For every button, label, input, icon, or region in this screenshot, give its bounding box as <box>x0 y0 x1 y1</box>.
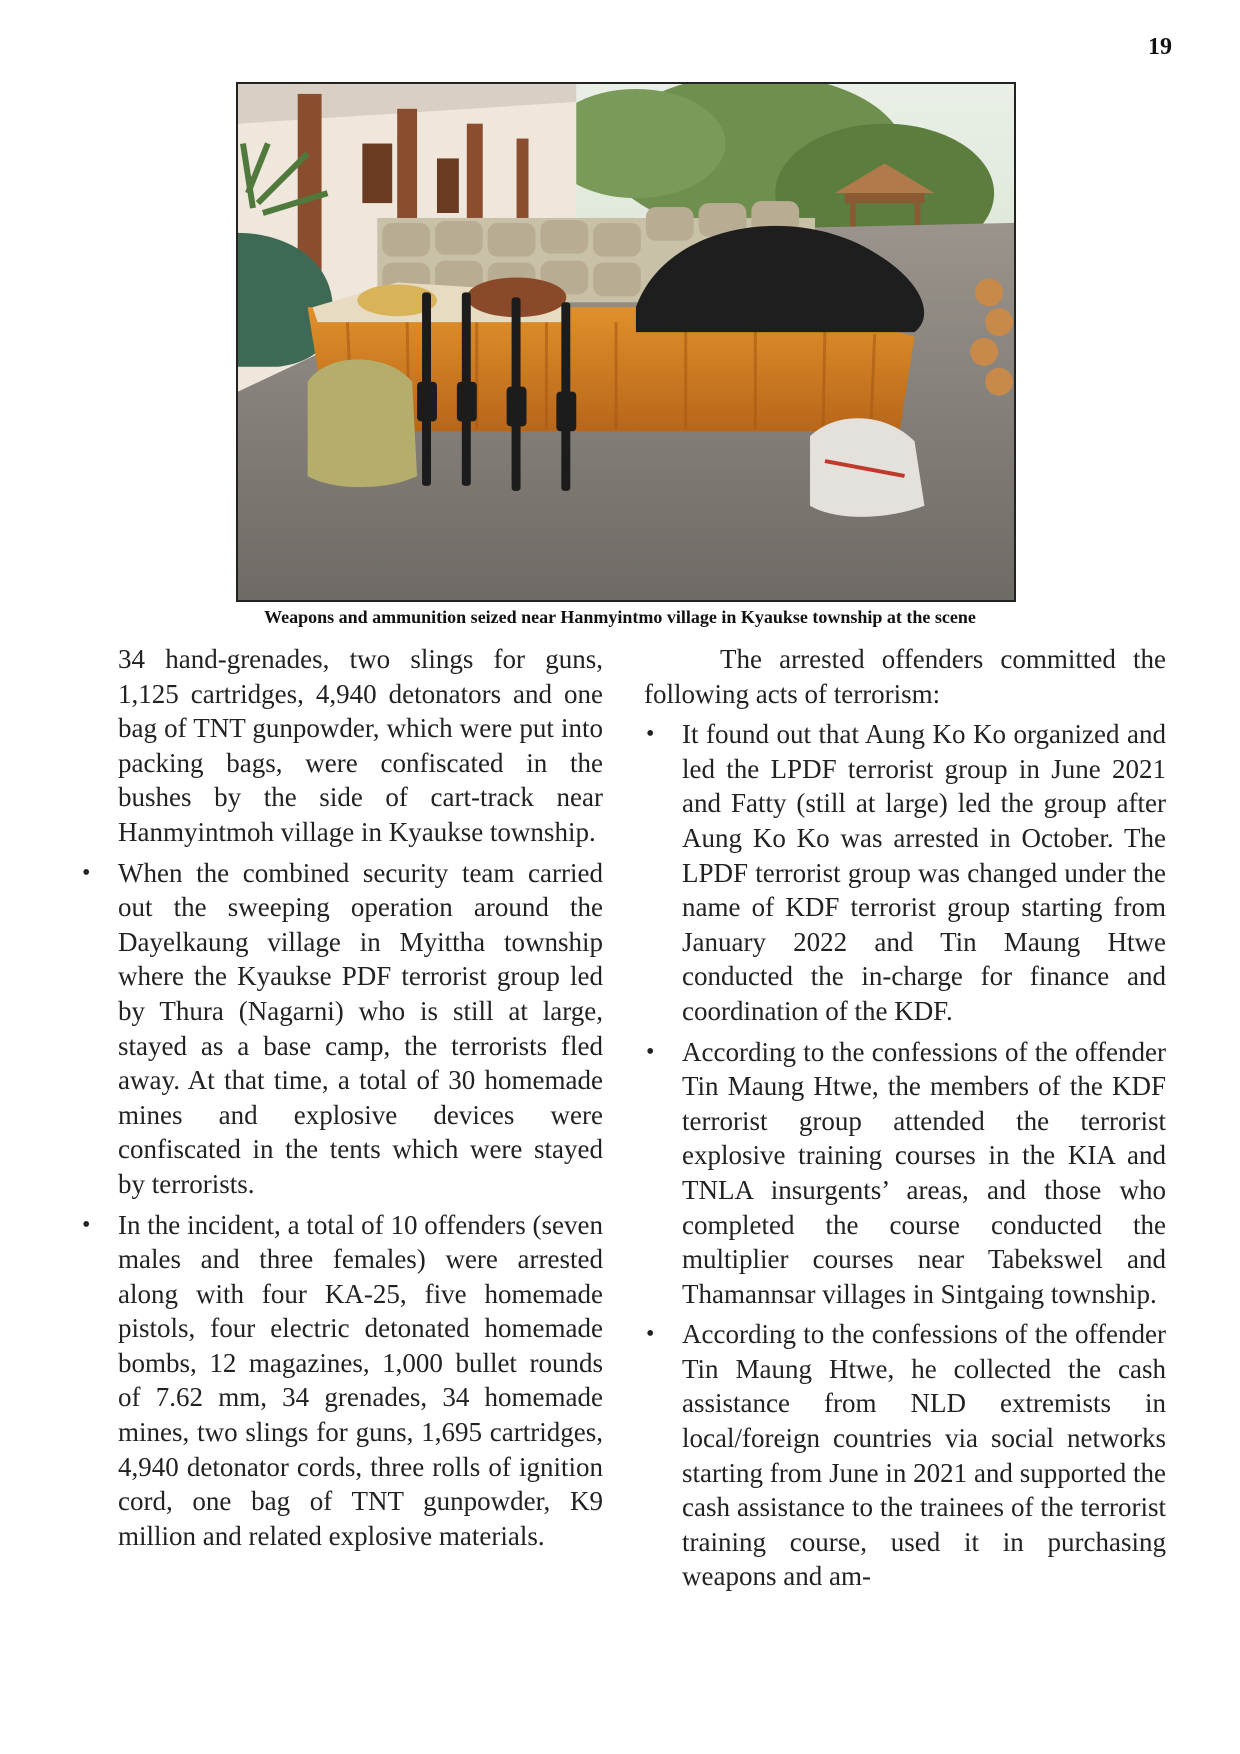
photo-illustration <box>238 84 1014 600</box>
list-item: • It found out that Aung Ko Ko organized and led the LPDF terrorist group in June 2021 and Fatty (still at large) led the group after Aung Ko Ko was arrested in October. The LPDF terrorist group was changed under the name of KDF terrorist group starting from January 2022 and Tin Maung Htwe conducted the in-charge for finance and coordination of the KDF. <box>682 717 1166 1028</box>
intro-paragraph: The arrested offenders committed the following acts of terrorism: <box>644 644 1166 709</box>
list-item: • According to the confessions of the offender Tin Maung Htwe, the members of the KDF terrorist group attended the terrorist explosive training courses in the KIA and TNLA insurgents’ areas, and those who completed the course conducted the multiplier courses near Tabekswel and Thamannsar villages in Sintgaing township. <box>682 1035 1166 1312</box>
list-item: • When the combined security team carried out the sweeping operation around the Dayelkaung village in Myittha township where the Kyaukse PDF terrorist group led by Thura (Nagarni) who is still at large, stayed as a base camp, the terrorists fled away. At that time, a total of 30 homemade mines and explosive devices were confiscated in the tents which were stayed by terrorists. <box>118 856 603 1202</box>
left-bullet-list <box>118 856 603 1554</box>
continuation-paragraph: 34 hand-grenades, two slings for guns, 1,125 cartridges, 4,940 detonators and one bag of TNT gunpowder, which were put into packing bags, were confiscated in the bushes by the side of cart-track near Hanmyintmoh village in Kyaukse township. <box>118 644 603 847</box>
seized-weapons-photo <box>236 82 1016 602</box>
left-column <box>118 642 603 1559</box>
page-number: 19 <box>1148 34 1172 60</box>
list-item: • According to the confessions of the offender Tin Maung Htwe, he collected the cash assistance from NLD extremists in local/foreign countries via social networks starting from June in 2021 and supported the cash assistance to the trainees of the terrorist training course, used it in purchasing weapons and am- <box>682 1317 1166 1594</box>
list-item: • In the incident, a total of 10 offenders (seven males and three females) were arrested along with four KA-25, five homemade pistols, four electric detonated homemade bombs, 12 magazines, 1,000 bullet rounds of 7.62 mm, 34 grenades, 34 homemade mines, two slings for guns, 1,695 cartridges, 4,940 detonator cords, three rolls of ignition cord, one bag of TNT gunpowder, K9 million and related explosive materials. <box>118 1208 603 1554</box>
photo-caption: Weapons and ammunition seized near Hanmyintmo village in Kyaukse township at the scene <box>264 607 976 627</box>
right-bullet-list <box>682 717 1166 1594</box>
right-column <box>644 642 1166 1600</box>
